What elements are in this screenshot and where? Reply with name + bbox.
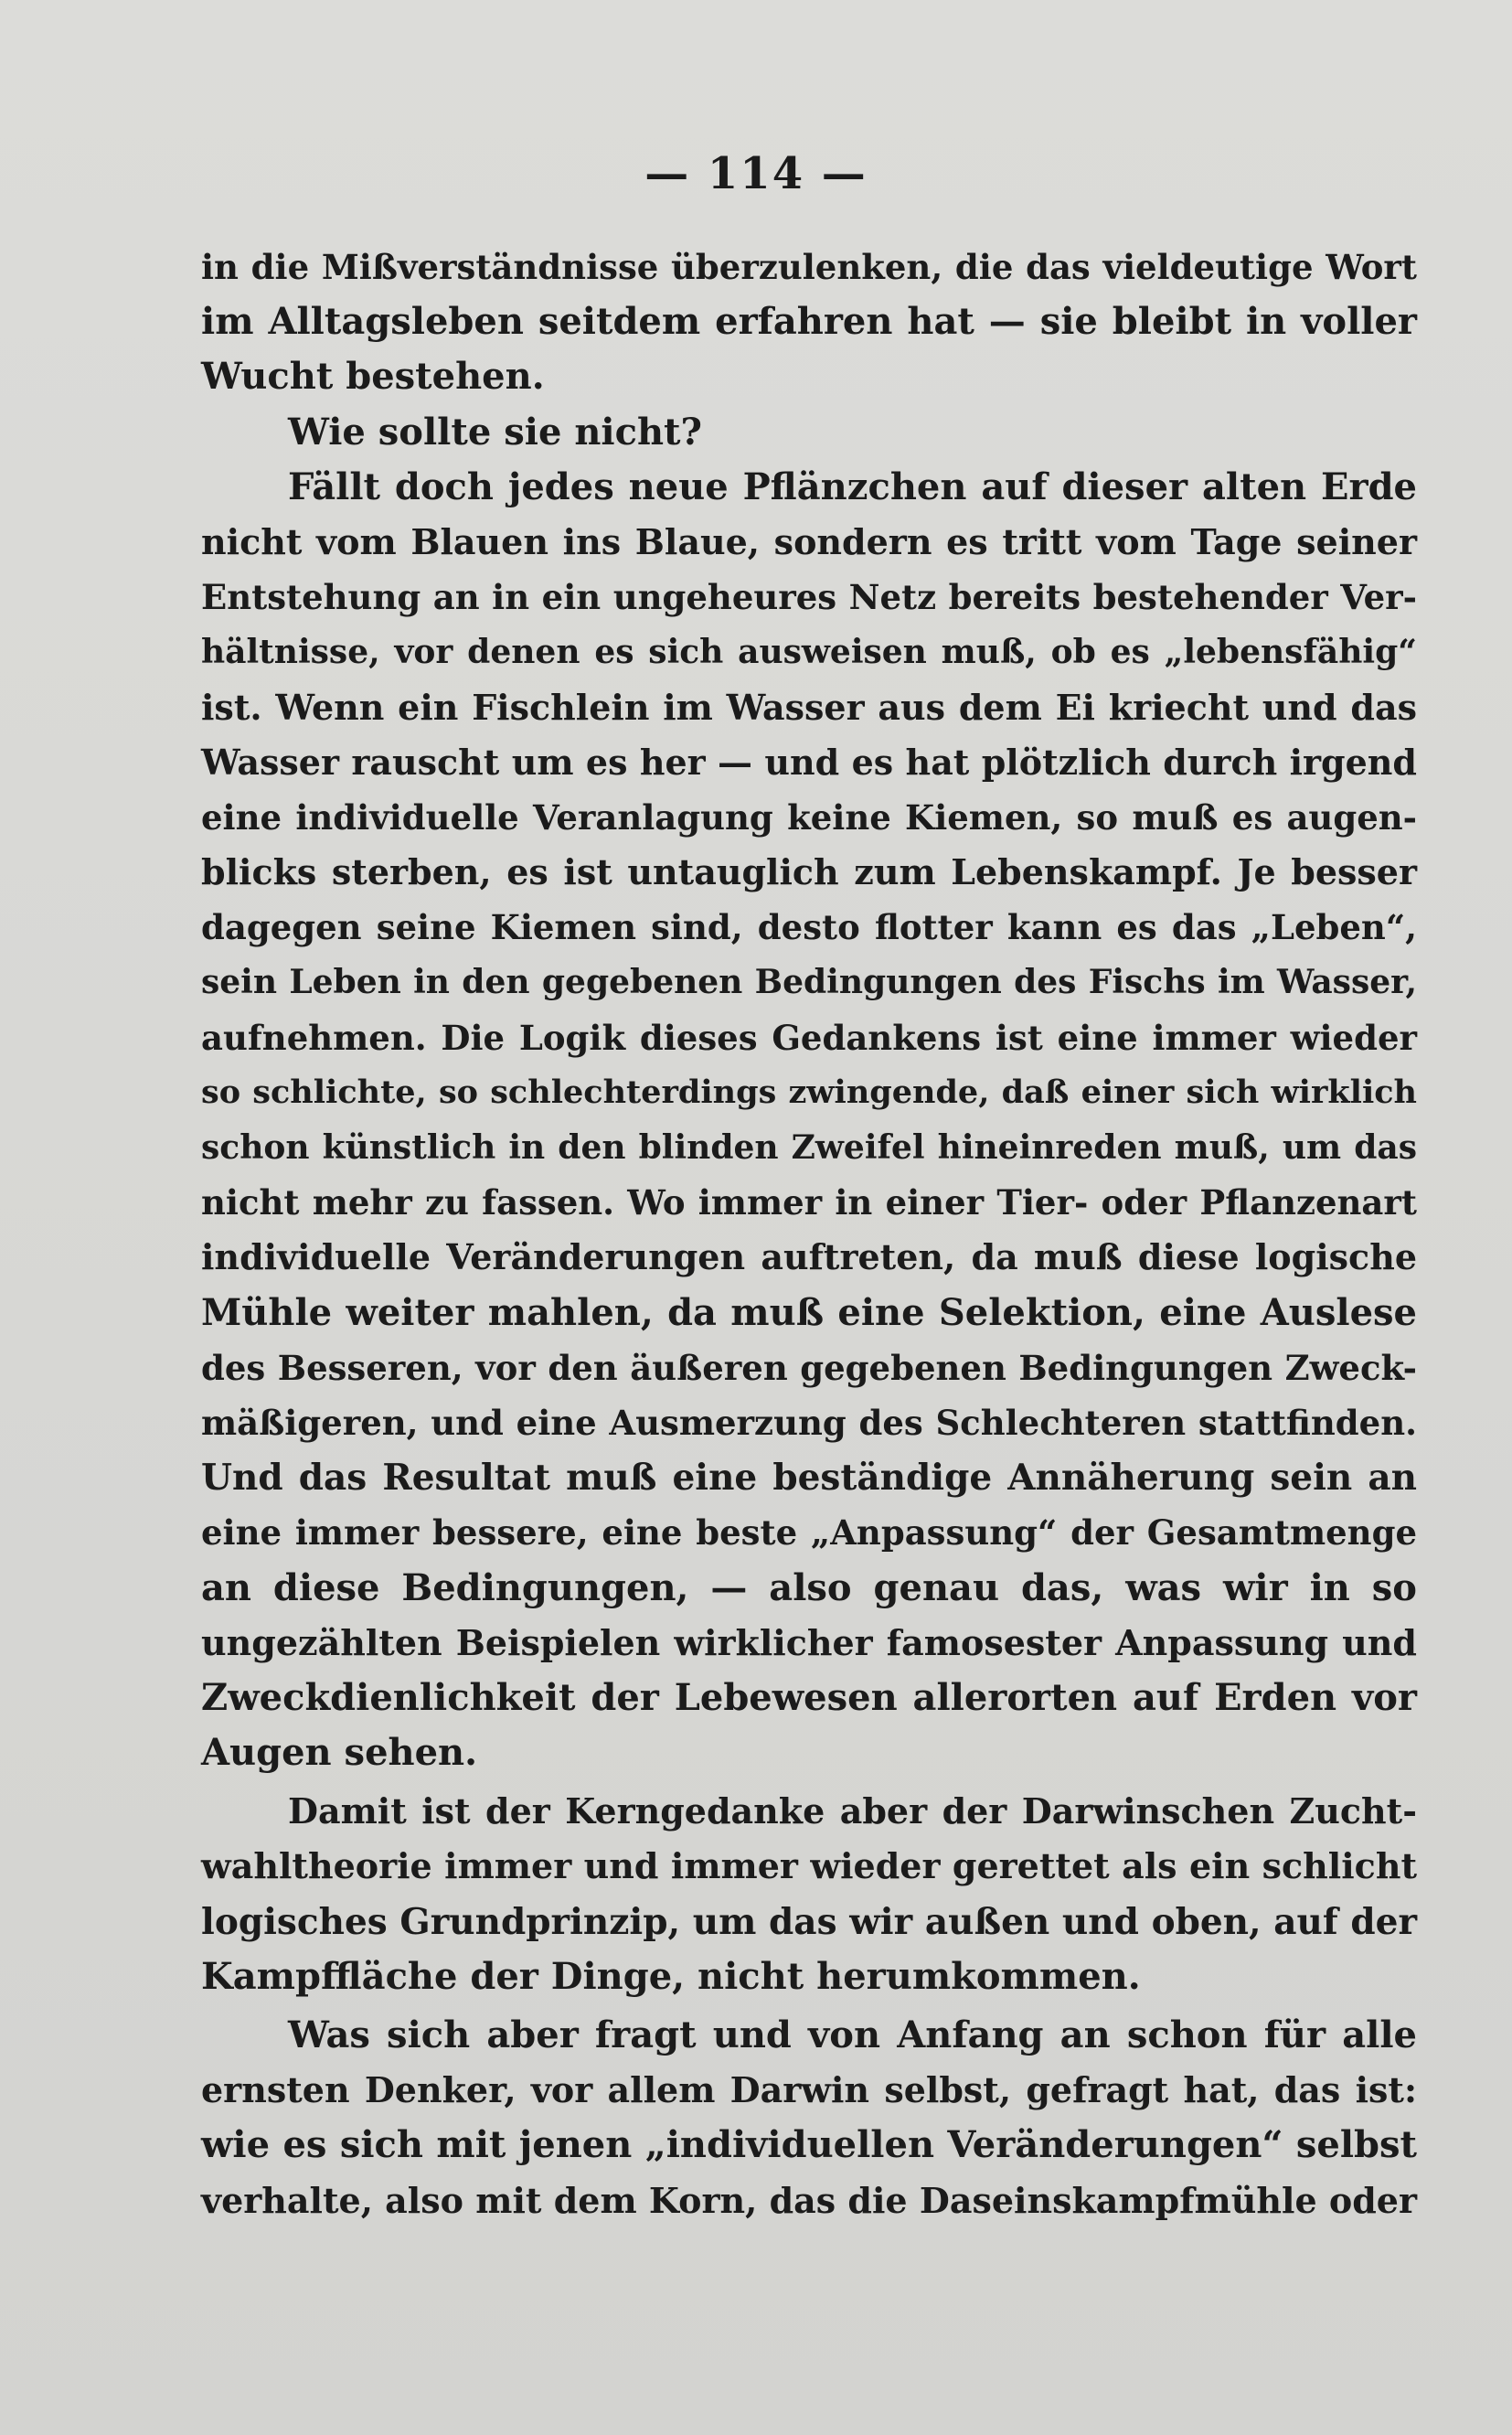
text-line: aufnehmen. Die Logik dieses Gedankens ist eine immer wieder (201, 1017, 1417, 1058)
text-line: im Alltagsleben seitdem erfahren hat — sie bleibt in voller (201, 300, 1417, 344)
text-line: Zweckdienlichkeit der Lebewesen allerorten auf Erden vor (201, 1675, 1417, 1719)
text-line: logisches Grundprinzip, um das wir außen und oben, auf der (201, 1900, 1417, 1943)
text-line: ernsten Denker, vor allem Darwin selbst, gefragt hat, das ist: (201, 2069, 1417, 2111)
text-line: Und das Resultat muß eine beständige Annäherung sein an (201, 1457, 1417, 1500)
text-line: des Besseren, vor den äußeren gegebenen Bedingungen Zweck- (201, 1347, 1417, 1388)
text-line: Mühle weiter mahlen, da muß eine Selektion, eine Auslese (201, 1290, 1417, 1334)
text-line: Wucht bestehen. (201, 355, 545, 399)
text-line: Fällt doch jedes neue Pflänzchen auf dieser alten Erde (288, 465, 1417, 508)
text-line: nicht mehr zu fassen. Wo immer in einer Tier- oder Pflanzenart (201, 1182, 1417, 1223)
text-line: dagegen seine Kiemen sind, desto flotter kann es das „Leben“, (201, 907, 1417, 948)
text-line: verhalte, also mit dem Korn, das die Daseinskampfmühle oder (201, 2179, 1417, 2221)
text-line: wie es sich mit jenen „individuellen Veränderungen“ selbst (201, 2123, 1417, 2167)
text-line: nicht vom Blauen ins Blaue, sondern es tritt vom Tage seiner (201, 520, 1417, 562)
text-line: Wasser rauscht um es her — und es hat plötzlich durch irgend (201, 741, 1417, 783)
text-line: in die Mißverständnisse überzulenken, die das vieldeutige Wort (201, 247, 1417, 287)
text-line: ist. Wenn ein Fischlein im Wasser aus dem Ei kriecht und das (201, 686, 1417, 728)
page-number: — 114 — (644, 148, 868, 199)
text-line: individuelle Veränderungen auftreten, da muß diese logische (201, 1236, 1417, 1278)
text-line: Wie sollte sie nicht? (288, 410, 702, 454)
text-line: so schlichte, so schlechterdings zwingende, daß einer sich wirklich (201, 1073, 1417, 1111)
text-line: eine immer bessere, eine beste „Anpassung“ der Gesamtmenge (201, 1512, 1417, 1554)
text-line: Was sich aber fragt und von Anfang an schon für alle (288, 2013, 1417, 2056)
text-line: Entstehung an in ein ungeheures Netz bereits bestehender Ver- (201, 577, 1417, 618)
body-text (201, 240, 1417, 2228)
text-line: Kampffläche der Dinge, nicht herumkommen. (201, 1954, 1141, 1998)
text-line: eine individuelle Veranlagung keine Kiemen, so muß es augen- (201, 796, 1417, 838)
text-line: schon künstlich in den blinden Zweifel hineinreden muß, um das (201, 1128, 1417, 1167)
text-line: ungezählten Beispielen wirklicher famosester Anpassung und (201, 1621, 1417, 1663)
text-line: an diese Bedingungen, — also genau das, was wir in so (201, 1565, 1417, 1609)
text-line: sein Leben in den gegebenen Bedingungen des Fischs im Wasser, (201, 963, 1417, 1002)
text-line: hältnisse, vor denen es sich ausweisen muß, ob es „lebensfähig“ (201, 633, 1417, 672)
text-line: blicks sterben, es ist untauglich zum Lebenskampf. Je besser (201, 851, 1417, 893)
text-line: mäßigeren, und eine Ausmerzung des Schlechteren stattfinden. (201, 1402, 1417, 1443)
text-line: Augen sehen. (201, 1731, 478, 1775)
text-line: wahltheorie immer und immer wieder gerettet als ein schlicht (201, 1845, 1417, 1887)
text-line: Damit ist der Kerngedanke aber der Darwinschen Zucht- (288, 1790, 1417, 1832)
